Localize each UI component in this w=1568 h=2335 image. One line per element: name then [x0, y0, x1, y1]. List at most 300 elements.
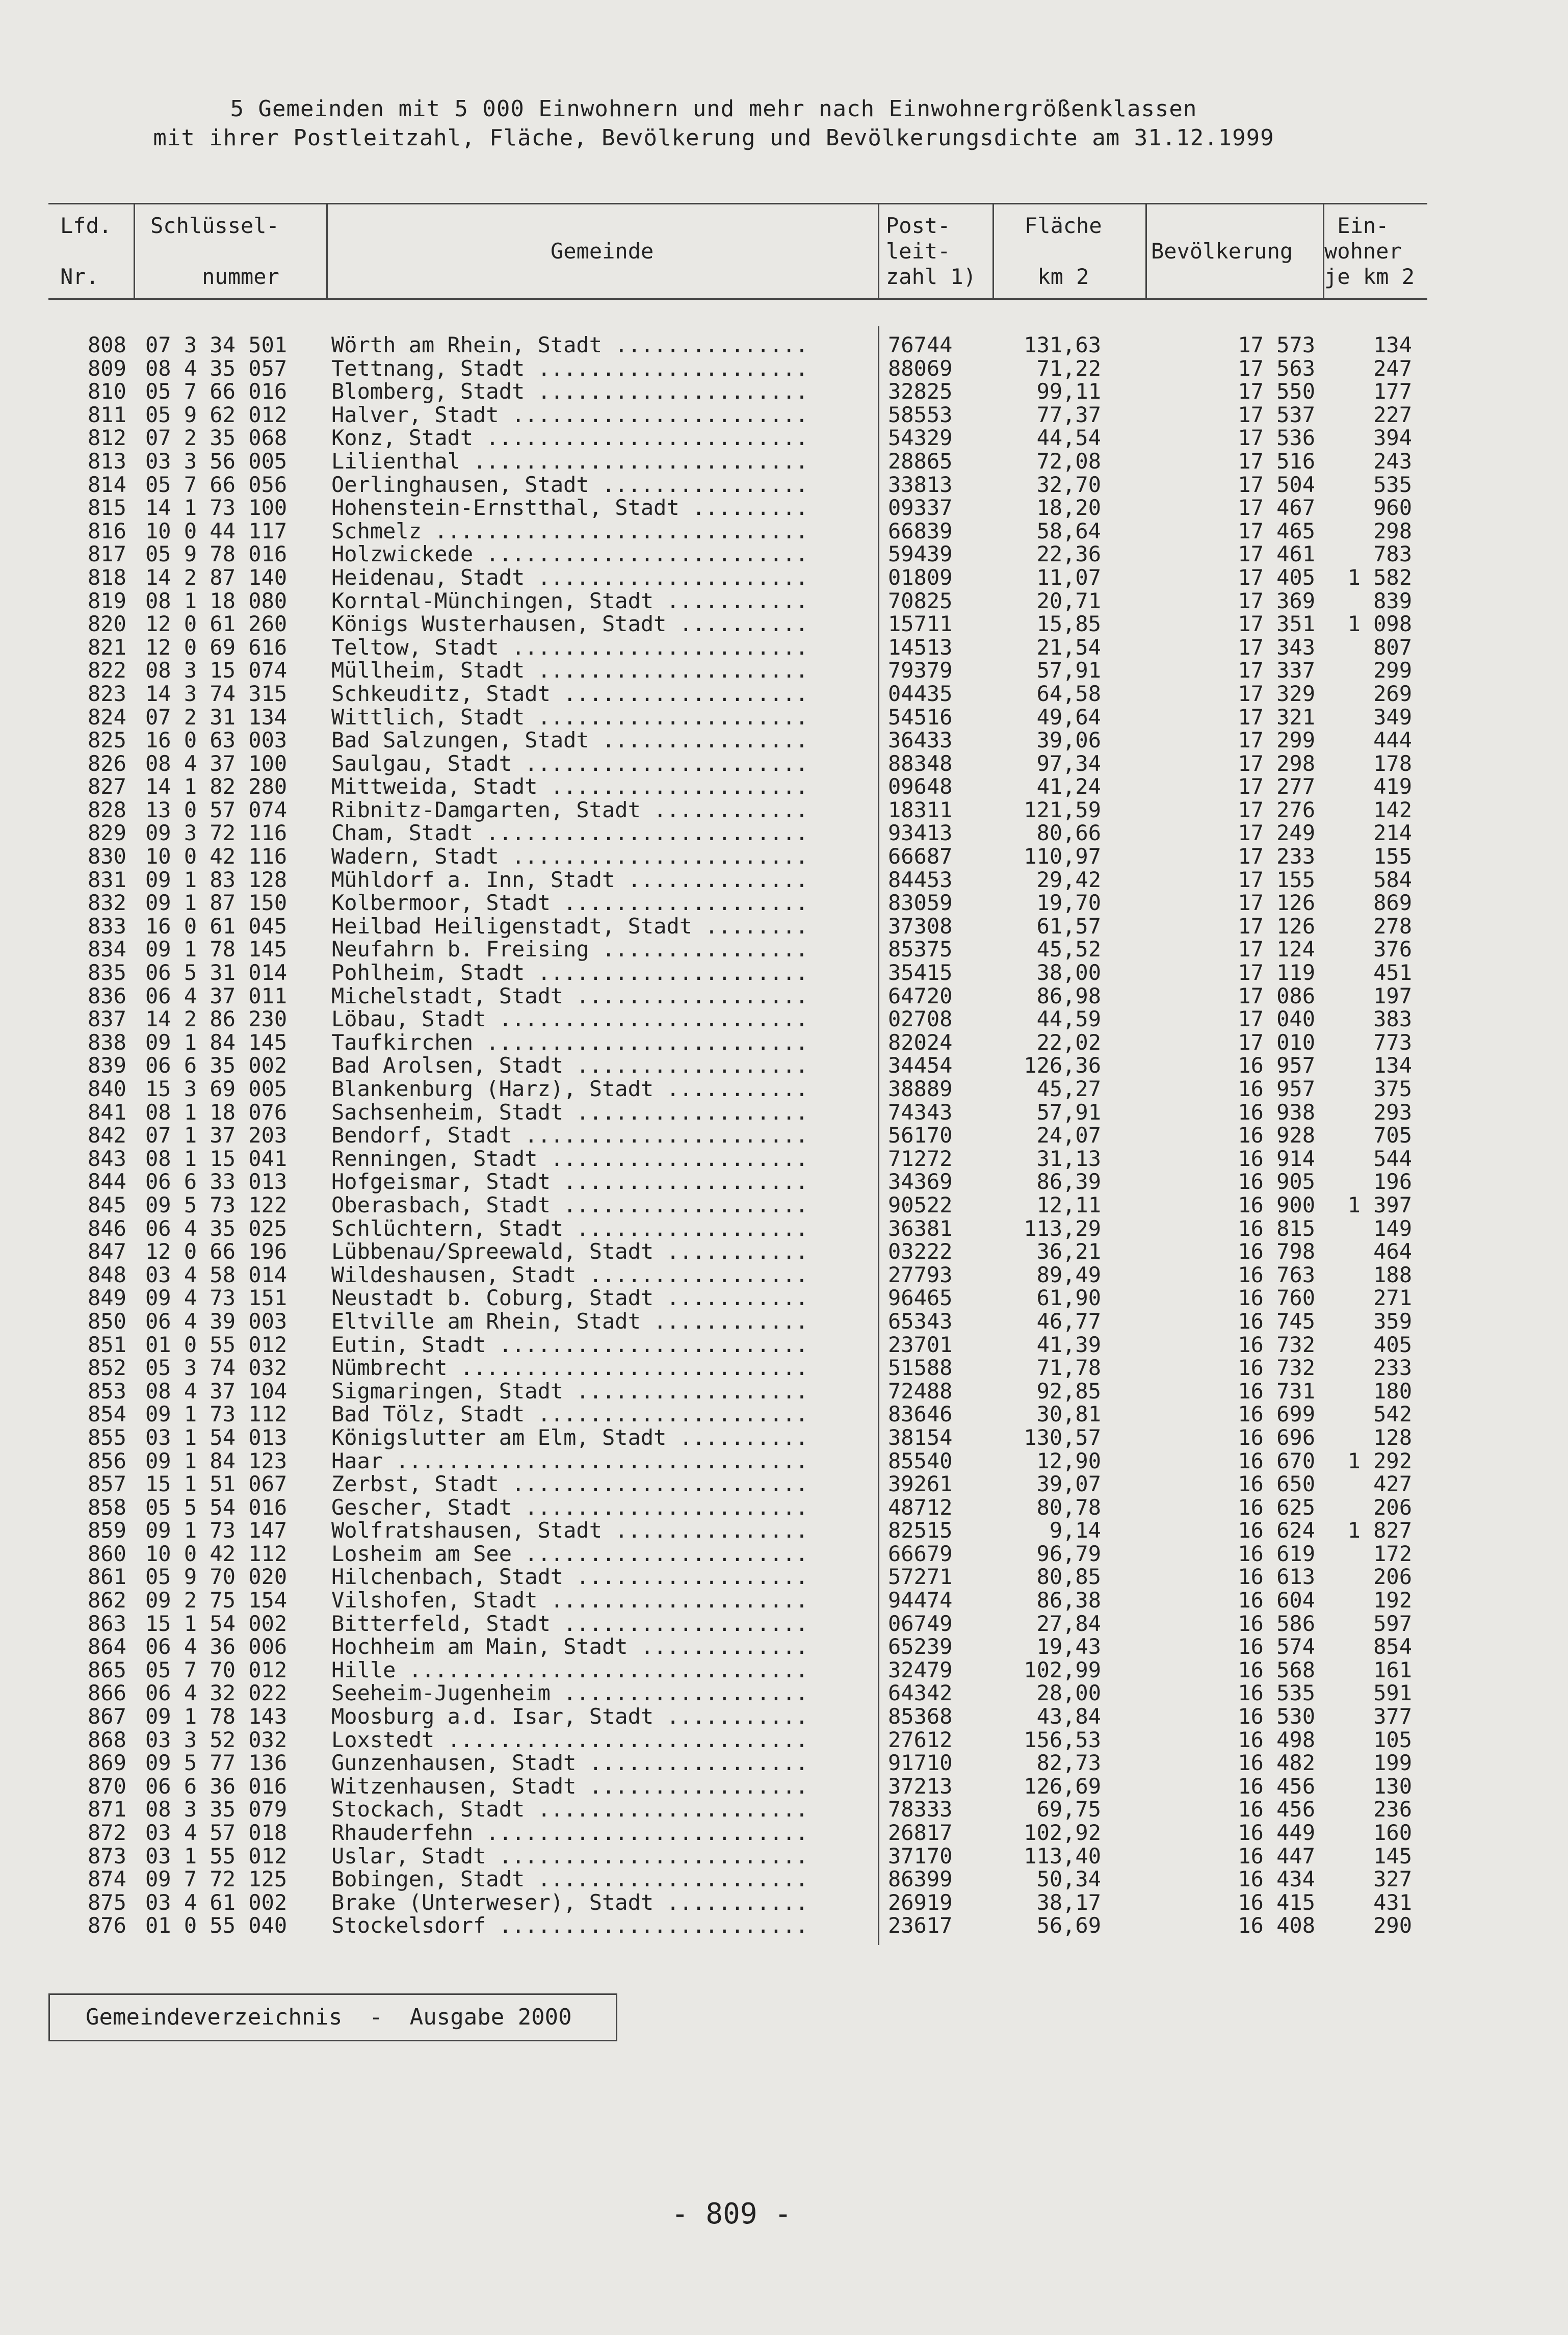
col-divider [878, 203, 879, 300]
row-einwohner-je-km2: 271 [1373, 1285, 1412, 1311]
row-postleitzahl: 32479 [888, 1657, 953, 1682]
row-gemeinde: Losheim am See ...................... [331, 1541, 808, 1566]
header-schluesselnummer: Schlüssel- nummer [150, 213, 279, 289]
row-postleitzahl: 82515 [888, 1518, 953, 1543]
row-gemeinde: Nümbrecht ........................... [331, 1355, 808, 1381]
row-postleitzahl: 34369 [888, 1169, 953, 1195]
row-schluesselnummer: 12 0 69 616 [145, 634, 288, 660]
row-gemeinde: Eltville am Rhein, Stadt ............ [331, 1308, 808, 1334]
row-einwohner-je-km2: 160 [1373, 1820, 1412, 1845]
row-postleitzahl: 56170 [888, 1123, 953, 1148]
row-bevoelkerung: 16 900 [1238, 1192, 1315, 1217]
row-lfd-nr: 853 [88, 1378, 126, 1404]
row-einwohner-je-km2: 591 [1373, 1680, 1412, 1706]
table-row [0, 1054, 1568, 1077]
row-schluesselnummer: 09 1 78 145 [145, 937, 288, 962]
row-lfd-nr: 814 [88, 472, 126, 497]
row-einwohner-je-km2: 298 [1373, 518, 1412, 543]
row-postleitzahl: 37308 [888, 913, 953, 939]
row-postleitzahl: 14513 [888, 634, 953, 660]
row-bevoelkerung: 17 465 [1238, 518, 1315, 543]
table-row [0, 1635, 1568, 1658]
row-schluesselnummer: 13 0 57 074 [145, 797, 288, 822]
row-bevoelkerung: 16 624 [1238, 1518, 1315, 1543]
row-flaeche: 50,34 [1036, 1866, 1101, 1892]
col-divider [1145, 203, 1147, 300]
table-row [0, 938, 1568, 961]
row-flaeche: 38,17 [1036, 1889, 1101, 1915]
row-flaeche: 80,85 [1036, 1564, 1101, 1590]
row-gemeinde: Königslutter am Elm, Stadt .......... [331, 1424, 808, 1450]
row-einwohner-je-km2: 783 [1373, 541, 1412, 567]
row-lfd-nr: 867 [88, 1704, 126, 1729]
row-bevoelkerung: 16 731 [1238, 1378, 1315, 1404]
table-row [0, 612, 1568, 636]
row-einwohner-je-km2: 206 [1373, 1494, 1412, 1520]
table-row [0, 1914, 1568, 1937]
row-einwohner-je-km2: 327 [1373, 1866, 1412, 1892]
row-gemeinde: Tettnang, Stadt ..................... [331, 355, 808, 381]
row-postleitzahl: 38154 [888, 1424, 953, 1450]
row-schluesselnummer: 05 5 54 016 [145, 1494, 288, 1520]
row-bevoelkerung: 16 568 [1238, 1657, 1315, 1682]
row-lfd-nr: 827 [88, 774, 126, 799]
table-row [0, 1217, 1568, 1240]
row-gemeinde: Wadern, Stadt ....................... [331, 844, 808, 869]
row-bevoelkerung: 16 699 [1238, 1402, 1315, 1427]
row-lfd-nr: 834 [88, 937, 126, 962]
table-row [0, 1728, 1568, 1752]
row-lfd-nr: 818 [88, 564, 126, 590]
row-flaeche: 77,37 [1036, 402, 1101, 427]
row-schluesselnummer: 08 4 35 057 [145, 355, 288, 381]
row-flaeche: 32,70 [1036, 472, 1101, 497]
row-einwohner-je-km2: 444 [1373, 728, 1412, 753]
row-schluesselnummer: 14 2 86 230 [145, 1006, 288, 1032]
row-einwohner-je-km2: 431 [1373, 1889, 1412, 1915]
table-row [0, 706, 1568, 729]
row-gemeinde: Brake (Unterweser), Stadt ........... [331, 1889, 808, 1915]
header-lfd-nr: Lfd. Nr. [60, 213, 112, 289]
row-bevoelkerung: 16 574 [1238, 1634, 1315, 1659]
row-einwohner-je-km2: 419 [1373, 774, 1412, 799]
row-gemeinde: Neufahrn b. Freising ................ [331, 937, 808, 962]
row-einwohner-je-km2: 227 [1373, 402, 1412, 427]
table-row [0, 426, 1568, 450]
row-bevoelkerung: 17 321 [1238, 704, 1315, 730]
table-row [0, 682, 1568, 706]
row-schluesselnummer: 07 2 31 134 [145, 704, 288, 730]
row-bevoelkerung: 17 369 [1238, 588, 1315, 613]
row-schluesselnummer: 10 0 42 116 [145, 844, 288, 869]
row-flaeche: 11,07 [1036, 564, 1101, 590]
row-bevoelkerung: 17 329 [1238, 681, 1315, 706]
row-flaeche: 36,21 [1036, 1239, 1101, 1264]
table-row [0, 1426, 1568, 1449]
row-schluesselnummer: 06 6 33 013 [145, 1169, 288, 1195]
row-lfd-nr: 819 [88, 588, 126, 613]
row-einwohner-je-km2: 192 [1373, 1588, 1412, 1613]
row-gemeinde: Schkeuditz, Stadt ................... [331, 681, 808, 706]
header-postleitzahl: Post- leit- zahl 1) [886, 213, 977, 289]
row-gemeinde: Heidenau, Stadt ..................... [331, 564, 808, 590]
row-lfd-nr: 822 [88, 658, 126, 683]
row-lfd-nr: 872 [88, 1820, 126, 1845]
row-bevoelkerung: 16 760 [1238, 1285, 1315, 1311]
row-lfd-nr: 874 [88, 1866, 126, 1892]
row-postleitzahl: 36381 [888, 1215, 953, 1241]
row-gemeinde: Rhauderfehn ......................... [331, 1820, 808, 1845]
row-postleitzahl: 18311 [888, 797, 953, 822]
table-row [0, 1705, 1568, 1728]
row-bevoelkerung: 17 299 [1238, 728, 1315, 753]
row-bevoelkerung: 17 343 [1238, 634, 1315, 660]
row-flaeche: 22,36 [1036, 541, 1101, 567]
row-gemeinde: Mittweida, Stadt .................... [331, 774, 808, 799]
row-lfd-nr: 843 [88, 1146, 126, 1171]
row-schluesselnummer: 14 2 87 140 [145, 564, 288, 590]
table-row [0, 729, 1568, 752]
table-row [0, 1472, 1568, 1496]
row-bevoelkerung: 17 461 [1238, 541, 1315, 567]
row-bevoelkerung: 16 456 [1238, 1773, 1315, 1799]
row-flaeche: 80,66 [1036, 820, 1101, 846]
row-postleitzahl: 27612 [888, 1727, 953, 1752]
row-postleitzahl: 91710 [888, 1750, 953, 1776]
table-row [0, 798, 1568, 822]
table-row [0, 357, 1568, 380]
table-row [0, 1263, 1568, 1287]
row-bevoelkerung: 16 696 [1238, 1424, 1315, 1450]
row-flaeche: 86,39 [1036, 1169, 1101, 1195]
row-gemeinde: Ribnitz-Damgarten, Stadt ............ [331, 797, 808, 822]
row-lfd-nr: 849 [88, 1285, 126, 1311]
row-schluesselnummer: 09 1 78 143 [145, 1704, 288, 1729]
row-bevoelkerung: 17 276 [1238, 797, 1315, 822]
title-line-1: 5 Gemeinden mit 5 000 Einwohnern und mehr nach Einwohnergrößenklassen [230, 96, 1197, 122]
row-lfd-nr: 824 [88, 704, 126, 730]
row-einwohner-je-km2: 105 [1373, 1727, 1412, 1752]
row-lfd-nr: 811 [88, 402, 126, 427]
row-flaeche: 56,69 [1036, 1913, 1101, 1938]
row-postleitzahl: 64720 [888, 983, 953, 1008]
row-gemeinde: Heilbad Heiligenstadt, Stadt ........ [331, 913, 808, 939]
row-postleitzahl: 38889 [888, 1076, 953, 1101]
row-gemeinde: Moosburg a.d. Isar, Stadt ........... [331, 1704, 808, 1729]
row-flaeche: 12,11 [1036, 1192, 1101, 1217]
table-row [0, 1240, 1568, 1263]
table-row [0, 961, 1568, 984]
row-gemeinde: Seeheim-Jugenheim ................... [331, 1680, 808, 1706]
table-row [0, 1565, 1568, 1589]
row-einwohner-je-km2: 293 [1373, 1099, 1412, 1125]
row-gemeinde: Stockelsdorf ........................ [331, 1913, 808, 1938]
row-schluesselnummer: 06 4 35 025 [145, 1215, 288, 1241]
row-flaeche: 22,02 [1036, 1029, 1101, 1055]
row-postleitzahl: 85540 [888, 1448, 953, 1473]
row-gemeinde: Lübbenau/Spreewald, Stadt ........... [331, 1239, 808, 1264]
table-row [0, 659, 1568, 682]
col-divider [134, 203, 135, 300]
row-flaeche: 113,29 [1024, 1215, 1101, 1241]
row-postleitzahl: 93413 [888, 820, 953, 846]
row-schluesselnummer: 06 6 36 016 [145, 1773, 288, 1799]
row-einwohner-je-km2: 383 [1373, 1006, 1412, 1032]
row-lfd-nr: 848 [88, 1262, 126, 1287]
row-schluesselnummer: 08 4 37 100 [145, 750, 288, 776]
row-flaeche: 92,85 [1036, 1378, 1101, 1404]
row-lfd-nr: 837 [88, 1006, 126, 1032]
row-postleitzahl: 85368 [888, 1704, 953, 1729]
row-flaeche: 126,69 [1024, 1773, 1101, 1799]
table-row [0, 1798, 1568, 1821]
row-einwohner-je-km2: 1 397 [1347, 1192, 1412, 1217]
header-top-rule [48, 203, 1427, 204]
row-bevoelkerung: 16 619 [1238, 1541, 1315, 1566]
row-postleitzahl: 58553 [888, 402, 953, 427]
header-flaeche: Fläche km 2 [1025, 213, 1102, 289]
row-gemeinde: Sachsenheim, Stadt .................. [331, 1099, 808, 1125]
row-flaeche: 39,06 [1036, 728, 1101, 753]
row-lfd-nr: 870 [88, 1773, 126, 1799]
row-gemeinde: Stockach, Stadt ..................... [331, 1797, 808, 1822]
row-postleitzahl: 70825 [888, 588, 953, 613]
col-divider [992, 203, 994, 300]
row-flaeche: 39,07 [1036, 1471, 1101, 1497]
row-flaeche: 24,07 [1036, 1123, 1101, 1148]
row-bevoelkerung: 16 434 [1238, 1866, 1315, 1892]
row-lfd-nr: 831 [88, 867, 126, 892]
row-gemeinde: Bad Tölz, Stadt ..................... [331, 1402, 808, 1427]
table-row [0, 1867, 1568, 1891]
row-postleitzahl: 79379 [888, 658, 953, 683]
row-flaeche: 61,90 [1036, 1285, 1101, 1311]
row-einwohner-je-km2: 451 [1373, 960, 1412, 985]
row-einwohner-je-km2: 773 [1373, 1029, 1412, 1055]
row-lfd-nr: 833 [88, 913, 126, 939]
row-bevoelkerung: 17 504 [1238, 472, 1315, 497]
row-bevoelkerung: 16 449 [1238, 1820, 1315, 1845]
row-schluesselnummer: 03 4 61 002 [145, 1889, 288, 1915]
row-schluesselnummer: 06 4 39 003 [145, 1308, 288, 1334]
row-flaeche: 30,81 [1036, 1402, 1101, 1427]
row-bevoelkerung: 17 563 [1238, 355, 1315, 381]
row-flaeche: 41,39 [1036, 1332, 1101, 1357]
row-flaeche: 18,20 [1036, 495, 1101, 521]
table-row [0, 1124, 1568, 1147]
title-line-2: mit ihrer Postleitzahl, Fläche, Bevölkerung und Bevölkerungsdichte am 31.12.1999 [153, 125, 1274, 151]
row-bevoelkerung: 16 415 [1238, 1889, 1315, 1915]
row-einwohner-je-km2: 177 [1373, 379, 1412, 404]
row-gemeinde: Gunzenhausen, Stadt ................. [331, 1750, 808, 1776]
row-gemeinde: Loxstedt ............................ [331, 1727, 808, 1752]
row-einwohner-je-km2: 869 [1373, 890, 1412, 916]
row-einwohner-je-km2: 1 827 [1347, 1518, 1412, 1543]
row-gemeinde: Haar ................................ [331, 1448, 808, 1473]
row-bevoelkerung: 17 537 [1238, 402, 1315, 427]
table-row [0, 868, 1568, 892]
table-row [0, 1845, 1568, 1868]
row-einwohner-je-km2: 134 [1373, 1053, 1412, 1078]
row-schluesselnummer: 16 0 61 045 [145, 913, 288, 939]
row-postleitzahl: 01809 [888, 564, 953, 590]
row-gemeinde: Schmelz ............................. [331, 518, 808, 543]
row-einwohner-je-km2: 130 [1373, 1773, 1412, 1799]
row-schluesselnummer: 12 0 66 196 [145, 1239, 288, 1264]
row-bevoelkerung: 17 126 [1238, 913, 1315, 939]
row-bevoelkerung: 16 732 [1238, 1355, 1315, 1381]
row-lfd-nr: 854 [88, 1402, 126, 1427]
table-row [0, 1077, 1568, 1101]
row-bevoelkerung: 17 536 [1238, 425, 1315, 451]
table-row [0, 821, 1568, 845]
header-bottom-rule [48, 298, 1427, 300]
row-schluesselnummer: 09 5 77 136 [145, 1750, 288, 1776]
table-row [0, 915, 1568, 938]
table-row [0, 1031, 1568, 1054]
row-postleitzahl: 88069 [888, 355, 953, 381]
row-postleitzahl: 83059 [888, 890, 953, 916]
row-postleitzahl: 66679 [888, 1541, 953, 1566]
row-flaeche: 58,64 [1036, 518, 1101, 543]
row-schluesselnummer: 10 0 44 117 [145, 518, 288, 543]
row-einwohner-je-km2: 236 [1373, 1797, 1412, 1822]
row-lfd-nr: 873 [88, 1843, 126, 1869]
row-postleitzahl: 96465 [888, 1285, 953, 1311]
row-einwohner-je-km2: 233 [1373, 1355, 1412, 1381]
row-gemeinde: Bitterfeld, Stadt ................... [331, 1611, 808, 1636]
row-gemeinde: Bad Salzungen, Stadt ................ [331, 728, 808, 753]
row-postleitzahl: 09337 [888, 495, 953, 521]
row-bevoelkerung: 16 928 [1238, 1123, 1315, 1148]
row-postleitzahl: 71272 [888, 1146, 953, 1171]
row-gemeinde: Hille ............................... [331, 1657, 808, 1682]
header-einwohner-je-km2: Ein- wohner je km 2 [1324, 213, 1415, 289]
row-gemeinde: Saulgau, Stadt ...................... [331, 750, 808, 776]
table-row [0, 520, 1568, 543]
row-lfd-nr: 855 [88, 1424, 126, 1450]
row-gemeinde: Renningen, Stadt .................... [331, 1146, 808, 1171]
row-schluesselnummer: 09 7 72 125 [145, 1866, 288, 1892]
row-bevoelkerung: 16 815 [1238, 1215, 1315, 1241]
row-gemeinde: Gescher, Stadt ...................... [331, 1494, 808, 1520]
row-postleitzahl: 27793 [888, 1262, 953, 1287]
row-lfd-nr: 846 [88, 1215, 126, 1241]
row-bevoelkerung: 16 798 [1238, 1239, 1315, 1264]
row-postleitzahl: 90522 [888, 1192, 953, 1217]
row-gemeinde: Bad Arolsen, Stadt .................. [331, 1053, 808, 1078]
row-postleitzahl: 06749 [888, 1611, 953, 1636]
row-schluesselnummer: 12 0 61 260 [145, 611, 288, 637]
row-lfd-nr: 817 [88, 541, 126, 567]
row-lfd-nr: 844 [88, 1169, 126, 1195]
row-einwohner-je-km2: 349 [1373, 704, 1412, 730]
row-einwohner-je-km2: 199 [1373, 1750, 1412, 1776]
row-schluesselnummer: 01 0 55 012 [145, 1332, 288, 1357]
row-gemeinde: Neustadt b. Coburg, Stadt ........... [331, 1285, 808, 1311]
row-bevoelkerung: 17 119 [1238, 960, 1315, 985]
table-row [0, 1286, 1568, 1310]
row-flaeche: 28,00 [1036, 1680, 1101, 1706]
row-gemeinde: Wolfratshausen, Stadt ............... [331, 1518, 808, 1543]
row-schluesselnummer: 07 1 37 203 [145, 1123, 288, 1148]
row-postleitzahl: 76744 [888, 332, 953, 357]
row-postleitzahl: 35415 [888, 960, 953, 985]
row-flaeche: 156,53 [1024, 1727, 1101, 1752]
row-postleitzahl: 88348 [888, 750, 953, 776]
table-row [0, 1519, 1568, 1542]
row-gemeinde: Löbau, Stadt ........................ [331, 1006, 808, 1032]
row-gemeinde: Uslar, Stadt ........................ [331, 1843, 808, 1869]
row-einwohner-je-km2: 375 [1373, 1076, 1412, 1101]
row-lfd-nr: 851 [88, 1332, 126, 1357]
row-postleitzahl: 26817 [888, 1820, 953, 1845]
table-row [0, 1681, 1568, 1705]
table-row [0, 984, 1568, 1008]
row-flaeche: 57,91 [1036, 658, 1101, 683]
table-row [0, 496, 1568, 520]
row-gemeinde: Kolbermoor, Stadt ................... [331, 890, 808, 916]
row-bevoelkerung: 16 732 [1238, 1332, 1315, 1357]
row-einwohner-je-km2: 542 [1373, 1402, 1412, 1427]
row-postleitzahl: 54516 [888, 704, 953, 730]
page-number: - 809 - [671, 2197, 792, 2230]
row-gemeinde: Wildeshausen, Stadt ................. [331, 1262, 808, 1287]
row-gemeinde: Bobingen, Stadt ..................... [331, 1866, 808, 1892]
row-schluesselnummer: 06 6 35 002 [145, 1053, 288, 1078]
row-lfd-nr: 857 [88, 1471, 126, 1497]
row-postleitzahl: 94474 [888, 1588, 953, 1613]
table-row [0, 450, 1568, 473]
row-schluesselnummer: 15 1 51 067 [145, 1471, 288, 1497]
row-schluesselnummer: 05 9 70 020 [145, 1564, 288, 1590]
row-einwohner-je-km2: 584 [1373, 867, 1412, 892]
row-lfd-nr: 823 [88, 681, 126, 706]
row-schluesselnummer: 01 0 55 040 [145, 1913, 288, 1938]
row-flaeche: 89,49 [1036, 1262, 1101, 1287]
row-flaeche: 41,24 [1036, 774, 1101, 799]
row-einwohner-je-km2: 544 [1373, 1146, 1412, 1171]
row-bevoelkerung: 17 516 [1238, 448, 1315, 474]
table-row [0, 775, 1568, 798]
row-lfd-nr: 830 [88, 844, 126, 869]
row-lfd-nr: 862 [88, 1588, 126, 1613]
row-flaeche: 31,13 [1036, 1146, 1101, 1171]
row-postleitzahl: 66839 [888, 518, 953, 543]
row-gemeinde: Hilchenbach, Stadt .................. [331, 1564, 808, 1590]
row-flaeche: 45,27 [1036, 1076, 1101, 1101]
row-schluesselnummer: 16 0 63 003 [145, 728, 288, 753]
row-flaeche: 38,00 [1036, 960, 1101, 985]
row-gemeinde: Cham, Stadt ......................... [331, 820, 808, 846]
row-flaeche: 9,14 [1049, 1518, 1101, 1543]
row-flaeche: 130,57 [1024, 1424, 1101, 1450]
row-einwohner-je-km2: 155 [1373, 844, 1412, 869]
row-flaeche: 82,73 [1036, 1750, 1101, 1776]
table-row [0, 1775, 1568, 1798]
row-schluesselnummer: 08 4 37 104 [145, 1378, 288, 1404]
row-schluesselnummer: 08 1 18 076 [145, 1099, 288, 1125]
table-row [0, 845, 1568, 868]
row-gemeinde: Blomberg, Stadt ..................... [331, 379, 808, 404]
row-bevoelkerung: 16 613 [1238, 1564, 1315, 1590]
row-flaeche: 97,34 [1036, 750, 1101, 776]
row-postleitzahl: 74343 [888, 1099, 953, 1125]
row-flaeche: 86,98 [1036, 983, 1101, 1008]
row-lfd-nr: 869 [88, 1750, 126, 1776]
row-schluesselnummer: 06 4 37 011 [145, 983, 288, 1008]
row-flaeche: 20,71 [1036, 588, 1101, 613]
